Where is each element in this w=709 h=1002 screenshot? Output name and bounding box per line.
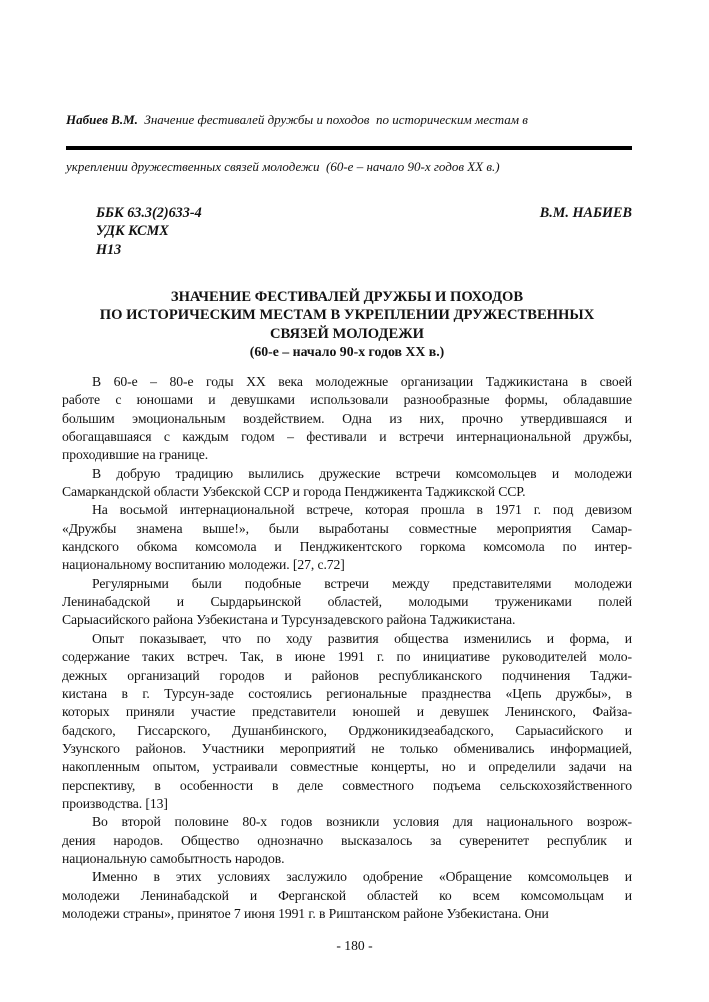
body-line: Во второй половине 80-х годов возникли условия для национального возрож- [92, 814, 632, 830]
article-body [62, 373, 632, 923]
body-line: накопленным опытом, устраивали совместные концерты, но и определили задачи на [62, 759, 632, 775]
page-footer [0, 937, 709, 955]
title-line: СВЯЗЕЙ МОЛОДЕЖИ [270, 325, 424, 342]
body-line: национальному воспитанию молодежи. [27, с.72] [62, 557, 345, 573]
body-line: национальную самобытность народов. [62, 850, 285, 866]
body-line: В добрую традицию вылились дружеские встречи комсомольцев и молодежи [92, 465, 632, 481]
paragraph [62, 465, 632, 502]
paragraph [62, 501, 632, 574]
running-header-line2: укреплении дружественных связей молодежи (60-е – начало 90-х годов XX в.) [66, 158, 500, 174]
body-line: Ленинабадской и Сырдарьинской областей, молодыми тружениками полей [62, 594, 632, 610]
body-line: которых приняли участие представители юношей и девушек Ленинского, Файза- [62, 704, 632, 720]
classification-codes [62, 204, 202, 259]
running-header [66, 81, 606, 206]
article-title [62, 288, 632, 361]
body-line: Именно в этих условиях заслужило одобрение «Обращение комсомольцев и [92, 869, 632, 885]
body-line: перспективу, в особенности в деле совместного подъема сельскохозяйственного [62, 777, 632, 793]
page-number: - 180 - [336, 938, 373, 953]
byline: В.М. НАБИЕВ [539, 205, 632, 221]
bbk-code: ББК 63.3(2)633-4 [96, 205, 202, 221]
body-line: дения народов. Общество однозначно высказалось за суверенитет республик и [62, 832, 632, 848]
body-line: кандского обкома комсомола и Пенджикентского горкома комсомола по интер- [62, 539, 632, 555]
running-header-title-part1: Значение фестивалей дружбы и походов по историческим местам в [137, 112, 528, 128]
body-line: большим эмоциональным воздействием. Одна из них, прочно утвердившаяся и [62, 410, 632, 426]
paragraph [62, 813, 632, 868]
paragraph [62, 868, 632, 923]
body-line: Самаркандской области Узбекской ССР и города Пенджикента Таджикской ССР. [62, 484, 526, 500]
body-line: молодежи Ленинабадской и Ферганской областей ко всем комсомольцам и [62, 887, 632, 903]
body-line: Опыт показывает, что по ходу развития общества изменились и форма, и [92, 630, 632, 646]
body-line: Сарыасийского района Узбекистана и Турсунзадевского района Таджикистана. [62, 612, 516, 628]
author-sign-code: Н13 [96, 241, 122, 258]
body-line: «Дружбы знамена выше!», были выработаны совместные мероприятия Самар- [62, 520, 632, 536]
body-line: дежных организаций городов и районов республиканского подчинения Таджи- [62, 667, 632, 683]
body-line: На восьмой интернациональной встрече, которая прошла в 1971 г. под девизом [92, 502, 632, 518]
classification-block [62, 204, 632, 259]
divider-rule [66, 146, 632, 150]
paragraph [62, 630, 632, 813]
running-header-line1 [66, 112, 606, 128]
body-line: молодежи страны», принятое 7 июня 1991 г. в Риштанском районе Узбекистана. Они [62, 905, 549, 921]
body-line: обогащавшаяся с каждым годом – фестивали и встречи интернациональной дружбы, [62, 429, 632, 445]
running-header-author: Набиев В.М. [66, 112, 138, 128]
title-line: ПО ИСТОРИЧЕСКИМ МЕСТАМ В УКРЕПЛЕНИИ ДРУЖЕСТВЕННЫХ [99, 307, 595, 324]
body-line: производства. [13] [62, 795, 168, 811]
body-line: работе с юношами и девушками использовали разнообразные формы, обладавшие [62, 392, 632, 408]
paragraph [62, 575, 632, 630]
title-line: ЗНАЧЕНИЕ ФЕСТИВАЛЕЙ ДРУЖБЫ И ПОХОДОВ [170, 289, 524, 305]
body-line: проходившие на границе. [62, 447, 209, 463]
body-line: кистана в г. Турсун-заде состоялись региональные празднества «Цепь дружбы», в [62, 685, 632, 701]
body-line: Регулярными были подобные встречи между представителями молодежи [92, 575, 632, 591]
paragraph [62, 373, 632, 465]
title-subtitle: (60-е – начало 90-х годов XX в.) [249, 344, 445, 360]
body-line: В 60-е – 80-е годы XX века молодежные организации Таджикистана в своей [92, 374, 632, 389]
udk-code: УДК КСМХ [96, 223, 169, 240]
body-line: бадского, Гиссарского, Душанбинского, Орджоникидзеабадского, Сарыасийского и [62, 722, 632, 738]
body-line: Узунского районов. Участники мероприятий не только обменивались информацией, [62, 740, 632, 756]
body-line: содержание таких встреч. Так, в июне 1991 г. по инициативе руководителей моло- [62, 649, 632, 665]
